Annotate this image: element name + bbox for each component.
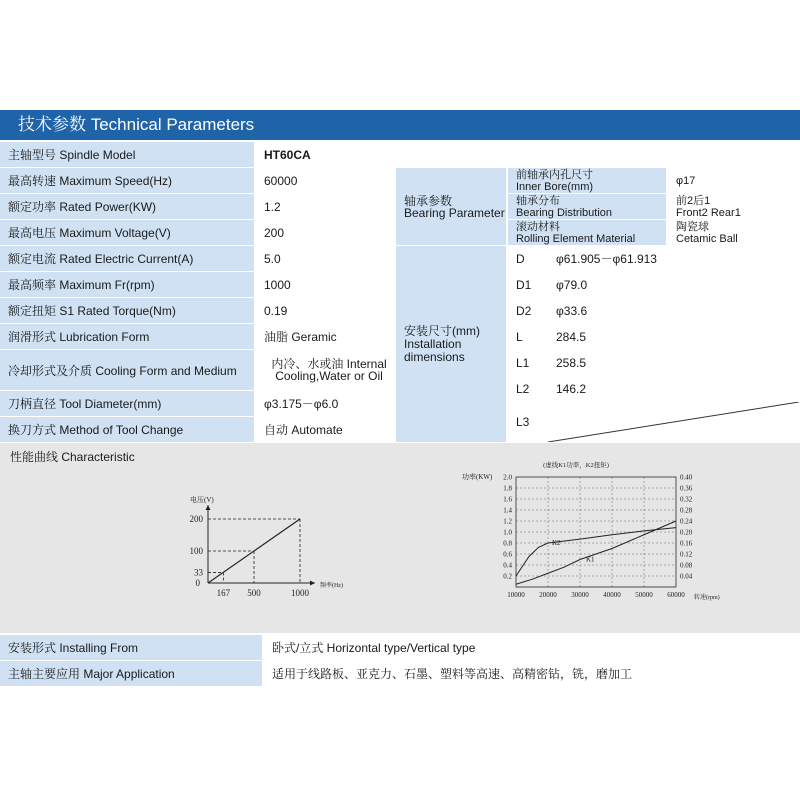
y2-tick-label: 0.28 bbox=[680, 506, 693, 515]
x-tick-label: 50000 bbox=[635, 591, 653, 599]
chart-title: (虚线K1功率，K2扭矩) bbox=[543, 462, 609, 469]
bottom-label: 主轴主要应用 Major Application bbox=[0, 661, 262, 686]
bearing-label: 轴承参数 Bearing Parameter bbox=[396, 168, 506, 245]
y-axis-arrow bbox=[206, 505, 211, 510]
spec-label: 额定扭矩 S1 Rated Torque(Nm) bbox=[0, 298, 254, 323]
bottom-label: 安装形式 Installing From bbox=[0, 635, 262, 660]
l3-diagonal bbox=[548, 402, 799, 442]
series-line-k2 bbox=[516, 528, 676, 576]
x-tick-label: 1000 bbox=[291, 588, 309, 598]
spec-value: 1.2 bbox=[256, 194, 394, 219]
x-axis-arrow bbox=[310, 581, 315, 586]
spec-label: 最高电压 Maximum Voltage(V) bbox=[0, 220, 254, 245]
voltage-frequency-chart bbox=[150, 495, 370, 625]
installation-key: D1 bbox=[508, 272, 546, 297]
x-tick-label: 500 bbox=[247, 588, 261, 598]
spec-label: 冷却形式及介质 Cooling Form and Medium bbox=[0, 350, 254, 390]
y2-tick-label: 0.24 bbox=[680, 517, 693, 526]
y-tick-label: 1.4 bbox=[503, 506, 512, 515]
y-tick-label: 2.0 bbox=[503, 473, 512, 482]
spec-value: 60000 bbox=[256, 168, 394, 193]
spec-label: 主轴型号 Spindle Model bbox=[0, 142, 254, 167]
bearing-name: 轴承分布 Bearing Distribution bbox=[508, 194, 666, 219]
spec-value: 5.0 bbox=[256, 246, 394, 271]
bottom-value: 适用于线路板、亚克力、石墨、塑料等高速、高精密钻，铣，磨加工 bbox=[264, 661, 799, 686]
x-tick-label: 10000 bbox=[507, 591, 525, 599]
installation-key: L3 bbox=[508, 402, 546, 442]
bearing-name: 滚动材料 Rolling Element Material bbox=[508, 220, 666, 245]
spec-label: 换刀方式 Method of Tool Change bbox=[0, 417, 254, 442]
x-axis-label: 频率(Hz) bbox=[320, 583, 343, 589]
installation-label: 安装尺寸(mm) Installation dimensions bbox=[396, 246, 506, 442]
characteristic-label: 性能曲线 Characteristic bbox=[10, 450, 135, 464]
y-tick-label: 33 bbox=[194, 567, 203, 578]
bearing-name: 前轴承内孔尺寸 Inner Bore(mm) bbox=[508, 168, 666, 193]
y2-tick-label: 0.04 bbox=[680, 572, 693, 581]
bearing-value: 陶瓷球 Cetamic Ball bbox=[668, 220, 799, 245]
installation-value: φ61.905－φ61.913 bbox=[548, 246, 799, 271]
spec-value: 自动 Automate bbox=[256, 417, 394, 442]
spec-value: 0.19 bbox=[256, 298, 394, 323]
installation-value: 258.5 bbox=[548, 350, 799, 375]
spec-label: 润滑形式 Lubrication Form bbox=[0, 324, 254, 349]
installation-key: L2 bbox=[508, 376, 546, 401]
installation-key: D2 bbox=[508, 298, 546, 323]
origin-label: 0 bbox=[195, 578, 200, 588]
installation-key: D bbox=[508, 246, 546, 271]
installation-value: φ79.0 bbox=[548, 272, 799, 297]
y2-tick-label: 0.36 bbox=[680, 484, 693, 493]
installation-value: 146.2 bbox=[548, 376, 799, 401]
y-tick-label: 200 bbox=[189, 514, 203, 524]
x-tick-label: 40000 bbox=[603, 591, 621, 599]
y2-tick-label: 0.20 bbox=[680, 528, 693, 537]
installation-value bbox=[548, 402, 799, 442]
y-axis-label: 功率(KW) bbox=[462, 473, 493, 481]
spec-value: φ3.175－φ6.0 bbox=[256, 391, 394, 416]
installation-key: L1 bbox=[508, 350, 546, 375]
spec-value: 内冷、水或油 Internal Cooling,Water or Oil bbox=[256, 350, 394, 390]
installation-value: φ33.6 bbox=[548, 298, 799, 323]
y-tick-label: 0.4 bbox=[503, 561, 512, 570]
y2-tick-label: 0.40 bbox=[680, 473, 693, 482]
x-axis-label: 转速(rpm) bbox=[694, 595, 720, 601]
spec-value: 油脂 Geramic bbox=[256, 324, 394, 349]
bottom-value: 卧式/立式 Horizontal type/Vertical type bbox=[264, 635, 799, 660]
spec-label: 最高频率 Maximum Fr(rpm) bbox=[0, 272, 254, 297]
y-tick-label: 0.6 bbox=[503, 550, 512, 559]
spec-label: 最高转速 Maximum Speed(Hz) bbox=[0, 168, 254, 193]
y-tick-label: 1.8 bbox=[503, 484, 512, 493]
y-tick-label: 0.8 bbox=[503, 539, 512, 548]
spec-value: 200 bbox=[256, 220, 394, 245]
x-tick-label: 60000 bbox=[667, 591, 685, 599]
y-axis-label: 电压(V) bbox=[190, 496, 214, 504]
annotation-k1: K1 bbox=[586, 555, 595, 564]
y-tick-label: 100 bbox=[189, 546, 203, 556]
x-tick-label: 20000 bbox=[539, 591, 557, 599]
y-tick-label: 0.2 bbox=[503, 572, 512, 581]
annotation-k2: K2 bbox=[552, 539, 561, 547]
y2-tick-label: 0.08 bbox=[680, 561, 693, 570]
y2-tick-label: 0.16 bbox=[680, 539, 693, 548]
bearing-value: φ17 bbox=[668, 168, 799, 193]
y-tick-label: 1.6 bbox=[503, 495, 512, 504]
bearing-value: 前2后1 Front2 Rear1 bbox=[668, 194, 799, 219]
spec-label: 额定功率 Rated Power(KW) bbox=[0, 194, 254, 219]
x-tick-label: 30000 bbox=[571, 591, 589, 599]
spec-label: 刀柄直径 Tool Diameter(mm) bbox=[0, 391, 254, 416]
page-title: 技术参数 Technical Parameters bbox=[0, 110, 800, 140]
power-torque-chart bbox=[450, 462, 750, 615]
installation-key: L bbox=[508, 324, 546, 349]
spec-value: HT60CA bbox=[256, 142, 799, 167]
spec-label: 额定电流 Rated Electric Current(A) bbox=[0, 246, 254, 271]
y-tick-label: 1.0 bbox=[503, 528, 512, 537]
y2-tick-label: 0.12 bbox=[680, 550, 693, 559]
y-tick-label: 1.2 bbox=[503, 517, 512, 526]
installation-value: 284.5 bbox=[548, 324, 799, 349]
y2-tick-label: 0.32 bbox=[680, 495, 693, 504]
spec-value: 1000 bbox=[256, 272, 394, 297]
x-tick-label: 167 bbox=[216, 588, 231, 598]
